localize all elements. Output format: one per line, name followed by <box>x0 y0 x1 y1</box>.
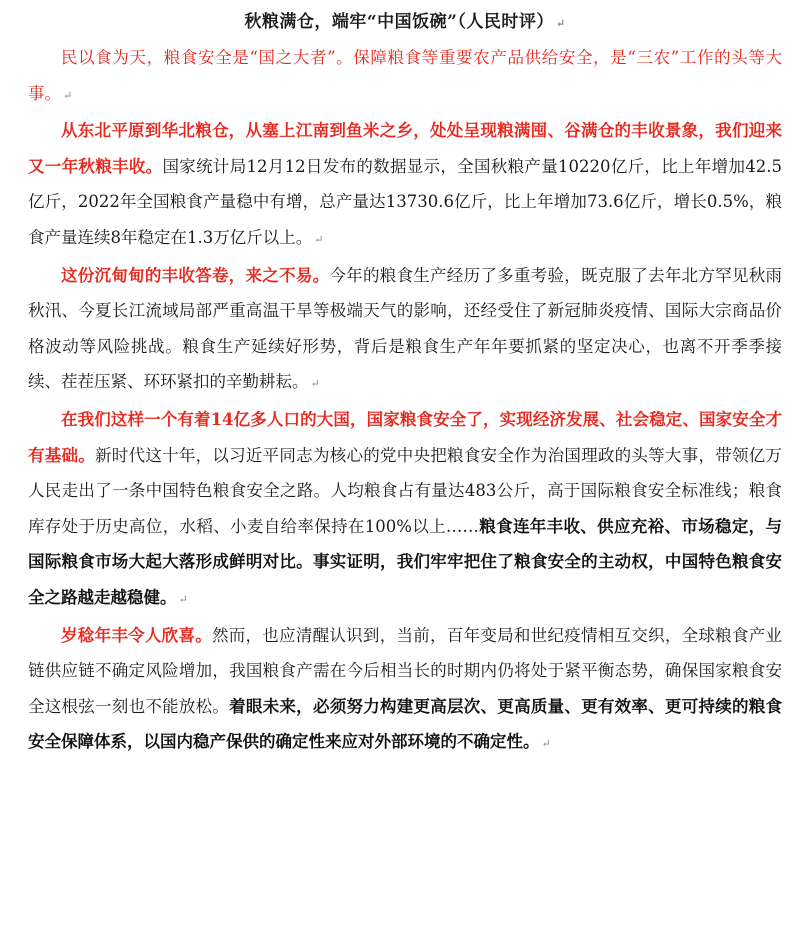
paragraph-mark-icon: ↵ <box>314 232 324 246</box>
paragraph-3-body: 今年的粮食生产经历了多重考验，既克服了去年北方罕见秋雨秋汛、今夏长江流域局部严重高温干旱等极端天气的影响，还经受住了新冠肺炎疫情、国际大宗商品价格波动等风险挑战。粮食生产延续好形势，背后是粮食生产年年要抓紧的坚定决心，也离不开季季接续、茬茬压紧、环环紧扣的辛勤耕耘。 <box>28 265 783 392</box>
paragraph-2-body: 国家统计局12月12日发布的数据显示，全国秋粮产量10220亿斤，比上年增加42.5亿斤，2022年全国粮食产量稳中有增，总产量达13730.6亿斤，比上年增加73.6亿斤，增长0.5%，粮食产量连续8年稳定在1.3万亿斤以上。 <box>28 156 783 247</box>
paragraph-3-lead: 这份沉甸甸的丰收答卷，来之不易。 <box>61 265 330 285</box>
paragraph-5-lead: 岁稔年丰令人欣喜。 <box>61 625 212 645</box>
paragraph-mark-icon: ↵ <box>63 88 73 102</box>
paragraph-mark-icon: ↵ <box>178 592 188 606</box>
paragraph-mark-icon: ↵ <box>310 377 320 391</box>
paragraph-5-bold: 着眼未来，必须努力构建更高层次、更高质量、更有效率、更可持续的粮食安全保障体系，以国内稳产保供的确定性来应对外部环境的不确定性。 <box>28 696 783 752</box>
paragraph-4-body: 新时代这十年，以习近平同志为核心的党中央把粮食安全作为治国理政的头等大事，带领亿万人民走出了一条中国特色粮食安全之路。人均粮食占有量达483公斤，高于国际粮食安全标准线；粮食库存处于历史高位，水稻、小麦自给率保持在100%以上…… <box>28 445 783 536</box>
paragraph-4-lead: 在我们这样一个有着14亿多人口的大国，国家粮食安全了，实现经济发展、社会稳定、国家安全才有基础。 <box>28 409 782 465</box>
article-title-text: 秋粮满仓，端牢“中国饭碗”（人民时评） <box>244 12 554 32</box>
paragraph-mark-icon: ↵ <box>541 737 551 751</box>
paragraph-2-lead: 从东北平原到华北粮仓，从塞上江南到鱼米之乡，处处呈现粮满囤、谷满仓的丰收景象，我们迎来又一年秋粮丰收。 <box>28 121 782 176</box>
paragraph-4 <box>28 402 782 618</box>
paragraph-mark-icon: ↵ <box>555 17 566 30</box>
paragraph-1-lead: 民以食为天，粮食安全是“国之大者”。保障粮食等重要农产品供给安全，是“三农”工作的头等大事。 <box>28 48 782 103</box>
article-title <box>28 8 782 38</box>
paragraph-3 <box>28 258 782 402</box>
paragraph-2 <box>28 113 782 257</box>
paragraph-5-body: 然而，也应清醒认识到，当前，百年变局和世纪疫情相互交织，全球粮食产业链供应链不确定风险增加，我国粮食产需在今后相当长的时期内仍将处于紧平衡态势，确保国家粮食安全这根弦一刻也不能放松。 <box>28 625 783 716</box>
paragraph-5 <box>28 618 782 762</box>
paragraph-4-bold: 粮食连年丰收、供应充裕、市场稳定，与国际粮食市场大起大落形成鲜明对比。事实证明，我们牢牢把住了粮食安全的主动权，中国特色粮食安全之路越走越稳健。 <box>28 516 783 607</box>
paragraph-1 <box>28 40 782 113</box>
